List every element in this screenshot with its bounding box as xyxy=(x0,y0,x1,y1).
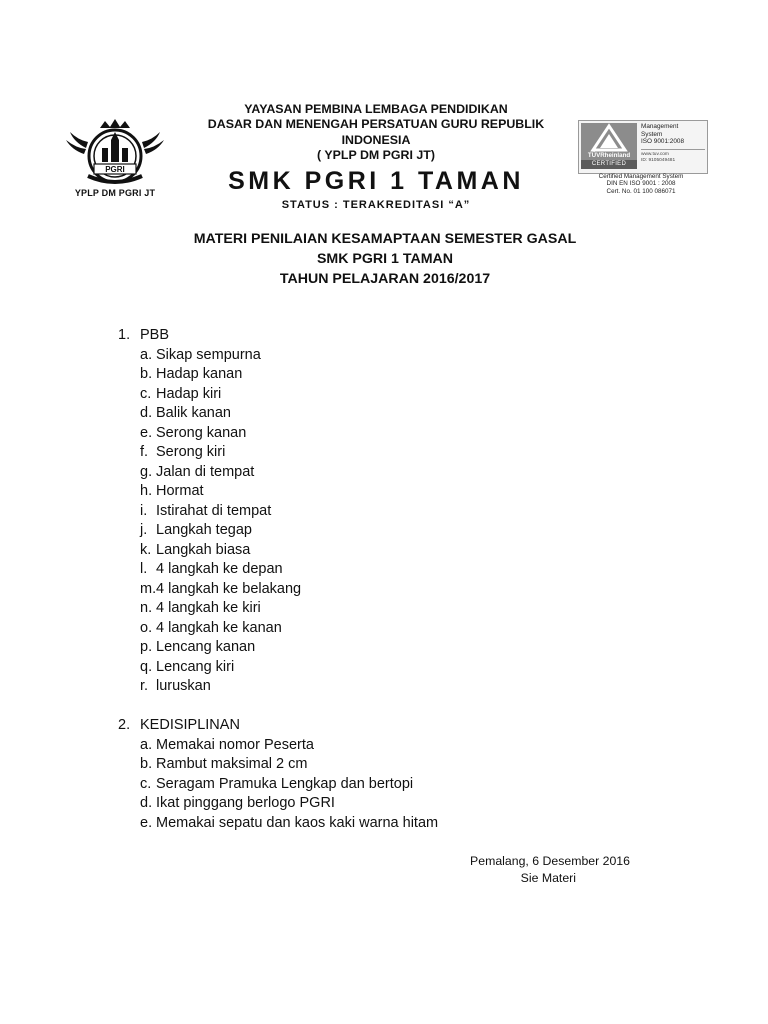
place-date: Pemalang, 6 Desember 2016 xyxy=(470,854,630,868)
logo-caption: YPLP DM PGRI JT xyxy=(74,188,156,198)
org-line: INDONESIA xyxy=(341,132,411,147)
cert-line: System xyxy=(641,130,663,138)
item-marker: g. xyxy=(140,463,153,480)
item-text: Lencang kanan xyxy=(156,639,256,655)
list-item xyxy=(118,443,301,463)
document-title xyxy=(120,229,650,289)
list-item xyxy=(118,814,438,834)
item-text: Jalan di tempat xyxy=(156,463,255,480)
list-item xyxy=(118,638,301,658)
signer-role: Sie Materi xyxy=(520,871,576,885)
org-line: DASAR DAN MENENGAH PERSATUAN GURU REPUBLIK xyxy=(207,117,545,132)
pgri-logo xyxy=(64,118,166,204)
cert-details xyxy=(641,123,705,163)
list-item xyxy=(118,658,301,678)
item-marker: q. xyxy=(140,658,153,675)
list-item xyxy=(118,677,301,697)
item-text: Serong kanan xyxy=(156,424,247,441)
item-marker: f. xyxy=(140,444,149,460)
list-item xyxy=(118,521,301,541)
list-item xyxy=(118,482,301,502)
item-marker: p. xyxy=(140,639,153,655)
list-item xyxy=(118,794,438,814)
item-text: 4 langkah ke depan xyxy=(156,561,283,577)
item-marker: e. xyxy=(140,814,153,831)
list-item xyxy=(118,502,301,522)
section-kedisiplinan xyxy=(118,716,438,833)
cert-line: Management xyxy=(641,123,679,130)
tuv-brand: TÜVRheinland xyxy=(587,152,631,159)
item-text: Langkah tegap xyxy=(156,522,252,538)
item-text: 4 langkah ke belakang xyxy=(156,580,302,597)
cert-caption-line: Certified Management System xyxy=(598,173,684,180)
tuv-triangle-icon xyxy=(581,123,637,153)
cert-badge-box xyxy=(578,120,708,174)
title-line: TAHUN PELAJARAN 2016/2017 xyxy=(279,271,491,287)
item-marker: a. xyxy=(140,736,153,753)
item-marker: e. xyxy=(140,424,153,441)
item-marker: c. xyxy=(140,775,152,792)
item-marker: r. xyxy=(140,678,149,694)
item-text: Hadap kiri xyxy=(156,385,222,402)
tuv-logo xyxy=(581,123,637,169)
section-title: PBB xyxy=(140,327,170,343)
item-marker: n. xyxy=(140,600,153,616)
list-item xyxy=(118,580,301,600)
cert-caption-line: Cert. No. 01 100 086071 xyxy=(606,187,676,195)
item-marker: j. xyxy=(140,522,148,538)
title-line: MATERI PENILAIAN KESAMAPTAAN SEMESTER GASAL xyxy=(193,231,577,247)
item-marker: c. xyxy=(140,385,152,402)
section-pbb xyxy=(118,326,301,697)
section-heading xyxy=(118,326,301,346)
list-item xyxy=(118,385,301,405)
cert-small-line: www.tuv.com xyxy=(641,151,669,157)
cert-caption xyxy=(576,173,706,195)
section-heading xyxy=(118,716,438,736)
cert-divider xyxy=(641,149,705,150)
item-marker: b. xyxy=(140,366,153,382)
item-marker: k. xyxy=(140,541,152,558)
org-line: YAYASAN PEMBINA LEMBAGA PENDIDIKAN xyxy=(244,102,508,116)
item-marker: a. xyxy=(140,346,153,363)
section-title: KEDISIPLINAN xyxy=(140,717,240,733)
list-item xyxy=(118,463,301,483)
cert-caption-line: DIN EN ISO 9001 : 2008 xyxy=(606,180,676,188)
list-item xyxy=(118,346,301,366)
item-text: 4 langkah ke kiri xyxy=(156,600,261,616)
list-item xyxy=(118,541,301,561)
list-item xyxy=(118,775,438,795)
item-marker: d. xyxy=(140,405,153,421)
list-item xyxy=(118,424,301,444)
item-marker: i. xyxy=(140,502,148,519)
item-marker: m. xyxy=(140,580,157,597)
letterhead-organization xyxy=(190,102,562,164)
list-item xyxy=(118,365,301,385)
certified-label: CERTIFIED xyxy=(581,160,637,169)
list-item xyxy=(118,619,301,639)
section-number: 1. xyxy=(118,327,131,343)
list-item xyxy=(118,755,438,775)
item-text: Rambut maksimal 2 cm xyxy=(156,756,308,772)
iso-certification-badge xyxy=(576,118,706,200)
item-text: luruskan xyxy=(156,678,211,694)
svg-text:PGRI: PGRI xyxy=(105,165,125,174)
list-item xyxy=(118,736,438,756)
item-text: Hadap kanan xyxy=(156,366,243,382)
item-text: Balik kanan xyxy=(156,405,231,421)
item-text: Hormat xyxy=(156,483,204,499)
item-text: Istirahat di tempat xyxy=(156,502,272,519)
item-text: Memakai nomor Peserta xyxy=(156,736,314,753)
title-line: SMK PGRI 1 TAMAN xyxy=(316,251,454,267)
section-number: 2. xyxy=(118,717,131,733)
list-item xyxy=(118,560,301,580)
item-marker: h. xyxy=(140,483,153,499)
school-name: SMK PGRI 1 TAMAN xyxy=(228,167,524,195)
item-text: Serong kiri xyxy=(156,444,226,460)
item-marker: o. xyxy=(140,619,153,636)
list-item xyxy=(118,404,301,424)
section-items xyxy=(118,736,438,834)
item-text: Langkah biasa xyxy=(156,541,251,558)
accreditation-status: STATUS : TERAKREDITASI “A” xyxy=(281,199,471,211)
pgri-emblem-lettering xyxy=(64,118,166,188)
list-item xyxy=(118,599,301,619)
cert-small-line: ID: 9105049481 xyxy=(641,157,676,163)
item-text: Memakai sepatu dan kaos kaki warna hitam xyxy=(156,814,439,831)
section-items xyxy=(118,346,301,697)
item-marker: d. xyxy=(140,795,153,811)
signature-block xyxy=(440,853,630,887)
item-text: Ikat pinggang berlogo PGRI xyxy=(156,795,335,811)
item-text: Sikap sempurna xyxy=(156,346,261,363)
item-marker: b. xyxy=(140,756,153,772)
item-text: Lencang kiri xyxy=(156,658,235,675)
item-marker: l. xyxy=(140,561,148,577)
item-text: 4 langkah ke kanan xyxy=(156,619,282,636)
item-text: Seragam Pramuka Lengkap dan bertopi xyxy=(156,775,414,792)
org-line: ( YPLP DM PGRI JT) xyxy=(317,148,435,163)
cert-line: ISO 9001:2008 xyxy=(641,138,684,146)
